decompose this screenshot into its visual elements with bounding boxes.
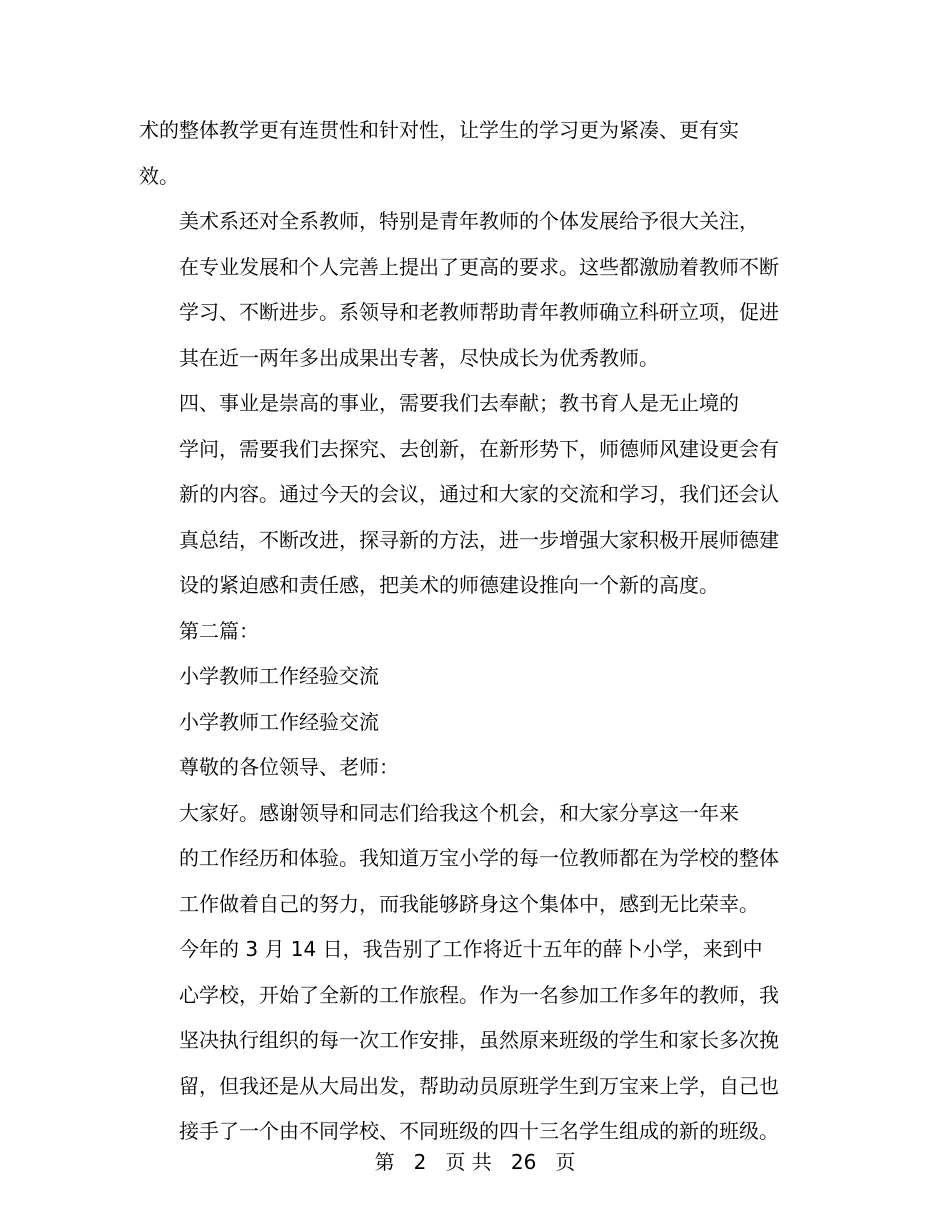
text-line: 坚决执行组织的每一次工作安排，虽然原来班级的学生和家长多次挽 <box>179 1028 779 1052</box>
page-footer <box>0 1148 950 1176</box>
paragraph <box>139 108 819 199</box>
paragraph <box>139 381 819 609</box>
text-line: 留，但我还是从大局出发，帮助动员原班学生到万宝来上学，自己也 <box>179 1073 779 1098</box>
footer-current-page: 2 <box>413 1150 427 1174</box>
paragraph <box>139 654 819 700</box>
text-line: 第二篇： <box>179 618 259 643</box>
text-line: 在专业发展和个人完善上提出了更高的要求。这些都激励着教师不断 <box>179 254 779 279</box>
text-line: 四、事业是崇高的事业，需要我们去奉献；教书育人是无止境的 <box>179 391 739 415</box>
footer-total-pages: 26 <box>510 1150 537 1174</box>
paragraph <box>139 609 819 655</box>
text-line: 美术系还对全系教师，特别是青年教师的个体发展给予很大关注， <box>179 209 759 233</box>
text-line: 尊敬的各位领导、老师： <box>179 755 399 779</box>
text-line: 其在近一两年多出成果出专著，尽快成长为优秀教师。 <box>179 345 659 370</box>
text-line: 新的内容。通过今天的会议，通过和大家的交流和学习，我们还会认 <box>179 482 779 506</box>
text-line: 学习、不断进步。系领导和老教师帮助青年教师确立科研立项，促进 <box>179 300 779 324</box>
paragraph <box>139 700 819 746</box>
text-line: 真总结，不断改进，探寻新的方法，进一步增强大家积极开展师德建 <box>179 527 779 552</box>
text-line: 术的整体教学更有连贯性和针对性，让学生的学习更为紧凑、更有实 <box>139 118 739 142</box>
paragraph <box>139 745 819 791</box>
text-line: 接手了一个由不同学校、不同班级的四十三名学生组成的新的班级。 <box>179 1119 779 1143</box>
document-body <box>139 108 819 1155</box>
text-line: 设的紧迫感和责任感，把美术的师德建设推向一个新的高度。 <box>179 573 719 597</box>
text-line: 心学校，开始了全新的工作旅程。作为一名参加工作多年的教师，我 <box>179 982 779 1007</box>
text-line: 小学教师工作经验交流 <box>179 709 379 734</box>
footer-suffix: 页 <box>555 1150 576 1174</box>
footer-middle: 页 共 <box>445 1150 492 1174</box>
text-line: 大家好。感谢领导和同志们给我这个机会，和大家分享这一年来 <box>179 800 739 825</box>
text-line: 学问，需要我们去探究、去创新，在新形势下，师德师风建设更会有 <box>179 436 779 461</box>
footer-prefix: 第 <box>374 1150 395 1174</box>
paragraph <box>139 791 819 928</box>
paragraph <box>139 927 819 1155</box>
paragraph <box>139 199 819 381</box>
text-line: 小学教师工作经验交流 <box>179 664 379 688</box>
text-line: 今年的 3 月 14 日，我告别了工作将近十五年的薛卜小学，来到中 <box>179 937 763 961</box>
text-line: 工作做着自己的努力，而我能够跻身这个集体中，感到无比荣幸。 <box>179 891 759 916</box>
text-line: 效。 <box>139 163 179 188</box>
text-line: 的工作经历和体验。我知道万宝小学的每一位教师都在为学校的整体 <box>179 846 779 870</box>
